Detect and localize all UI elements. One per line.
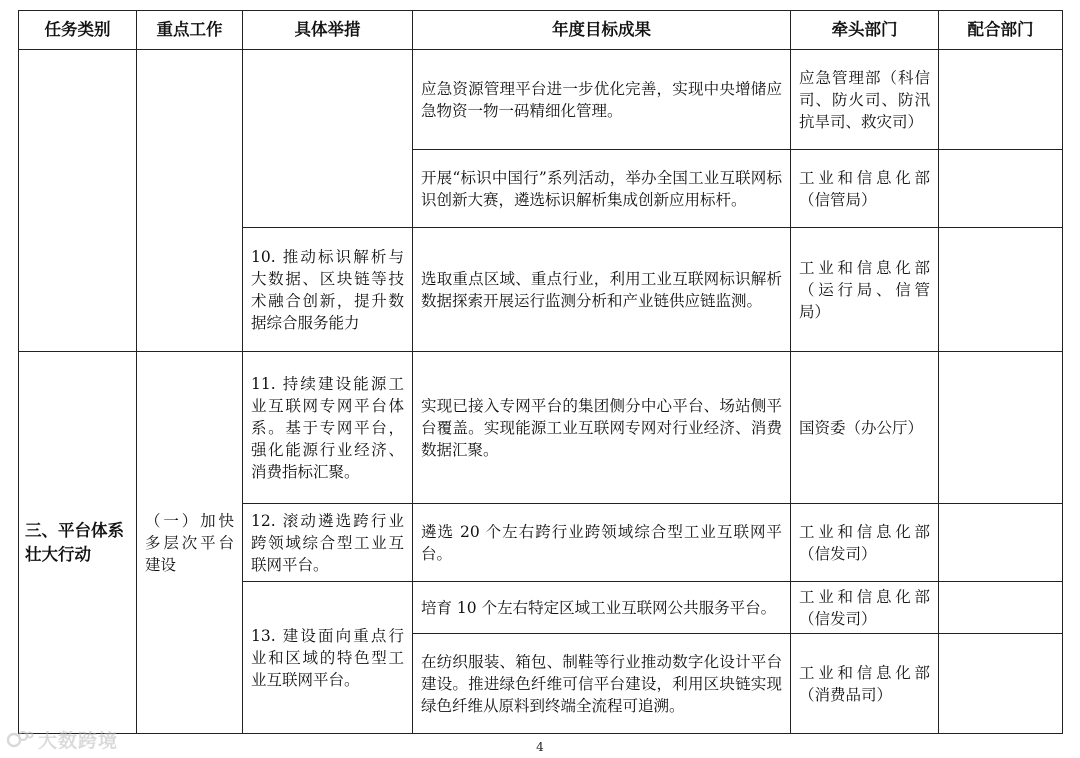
table-row — [19, 50, 1063, 150]
coop-dept-cell — [939, 634, 1063, 734]
header-annual-goals: 年度目标成果 — [413, 11, 791, 50]
watermark-text: 大数跨境 — [38, 730, 119, 752]
lead-dept-cell: 工业和信息化部（运行局、信管局） — [791, 228, 939, 352]
coop-dept-cell — [939, 582, 1063, 634]
lead-dept-cell: 应急管理部（科信司、防火司、防汛抗旱司、救灾司） — [791, 50, 939, 150]
category-cell: 三、平台体系壮大行动 — [19, 352, 137, 734]
work-cell-continued — [137, 50, 243, 352]
measure-cell: 13. 建设面向重点行业和区域的特色型工业互联网平台。 — [243, 582, 413, 734]
lead-dept-cell: 工业和信息化部（消费品司） — [791, 634, 939, 734]
page-number: 4 — [536, 740, 544, 754]
measure-cell-continued — [243, 50, 413, 228]
watermark — [6, 726, 118, 753]
goal-cell: 培育 10 个左右特定区域工业互联网公共服务平台。 — [413, 582, 791, 634]
work-cell: （一）加快多层次平台建设 — [137, 352, 243, 734]
lead-dept-cell: 工业和信息化部（信发司） — [791, 582, 939, 634]
table-row — [19, 352, 1063, 504]
header-key-work: 重点工作 — [137, 11, 243, 50]
lead-dept-cell: 工业和信息化部（信发司） — [791, 504, 939, 582]
goal-cell: 实现已接入专网平台的集团侧分中心平台、场站侧平台覆盖。实现能源工业互联网专网对行业经济、消费数据汇聚。 — [413, 352, 791, 504]
coop-dept-cell — [939, 352, 1063, 504]
header-task-category: 任务类别 — [19, 11, 137, 50]
table-header-row — [19, 11, 1063, 50]
watermark-logo-icon — [6, 729, 34, 751]
goal-cell: 遴选 20 个左右跨行业跨领域综合型工业互联网平台。 — [413, 504, 791, 582]
goal-cell: 应急资源管理平台进一步优化完善，实现中央增储应急物资一物一码精细化管理。 — [413, 50, 791, 150]
measure-cell: 11. 持续建设能源工业互联网专网平台体系。基于专网平台，强化能源行业经济、消费指标汇聚。 — [243, 352, 413, 504]
measure-cell: 12. 滚动遴选跨行业跨领域综合型工业互联网平台。 — [243, 504, 413, 582]
header-cooperating-department: 配合部门 — [939, 11, 1063, 50]
coop-dept-cell — [939, 228, 1063, 352]
measure-cell: 10. 推动标识解析与大数据、区块链等技术融合创新，提升数据综合服务能力 — [243, 228, 413, 352]
lead-dept-cell: 工业和信息化部（信管局） — [791, 150, 939, 228]
goal-cell: 开展“标识中国行”系列活动，举办全国工业互联网标识创新大赛，遴选标识解析集成创新应用标杆。 — [413, 150, 791, 228]
coop-dept-cell — [939, 150, 1063, 228]
goal-cell: 在纺织服装、箱包、制鞋等行业推动数字化设计平台建设。推进绿色纤维可信平台建设，利用区块链实现绿色纤维从原料到终端全流程可追溯。 — [413, 634, 791, 734]
goal-cell: 选取重点区域、重点行业，利用工业互联网标识解析数据探索开展运行监测分析和产业链供应链监测。 — [413, 228, 791, 352]
coop-dept-cell — [939, 50, 1063, 150]
header-lead-department: 牵头部门 — [791, 11, 939, 50]
lead-dept-cell: 国资委（办公厅） — [791, 352, 939, 504]
coop-dept-cell — [939, 504, 1063, 582]
task-table — [18, 10, 1063, 734]
header-specific-measures: 具体举措 — [243, 11, 413, 50]
category-cell-continued — [19, 50, 137, 352]
